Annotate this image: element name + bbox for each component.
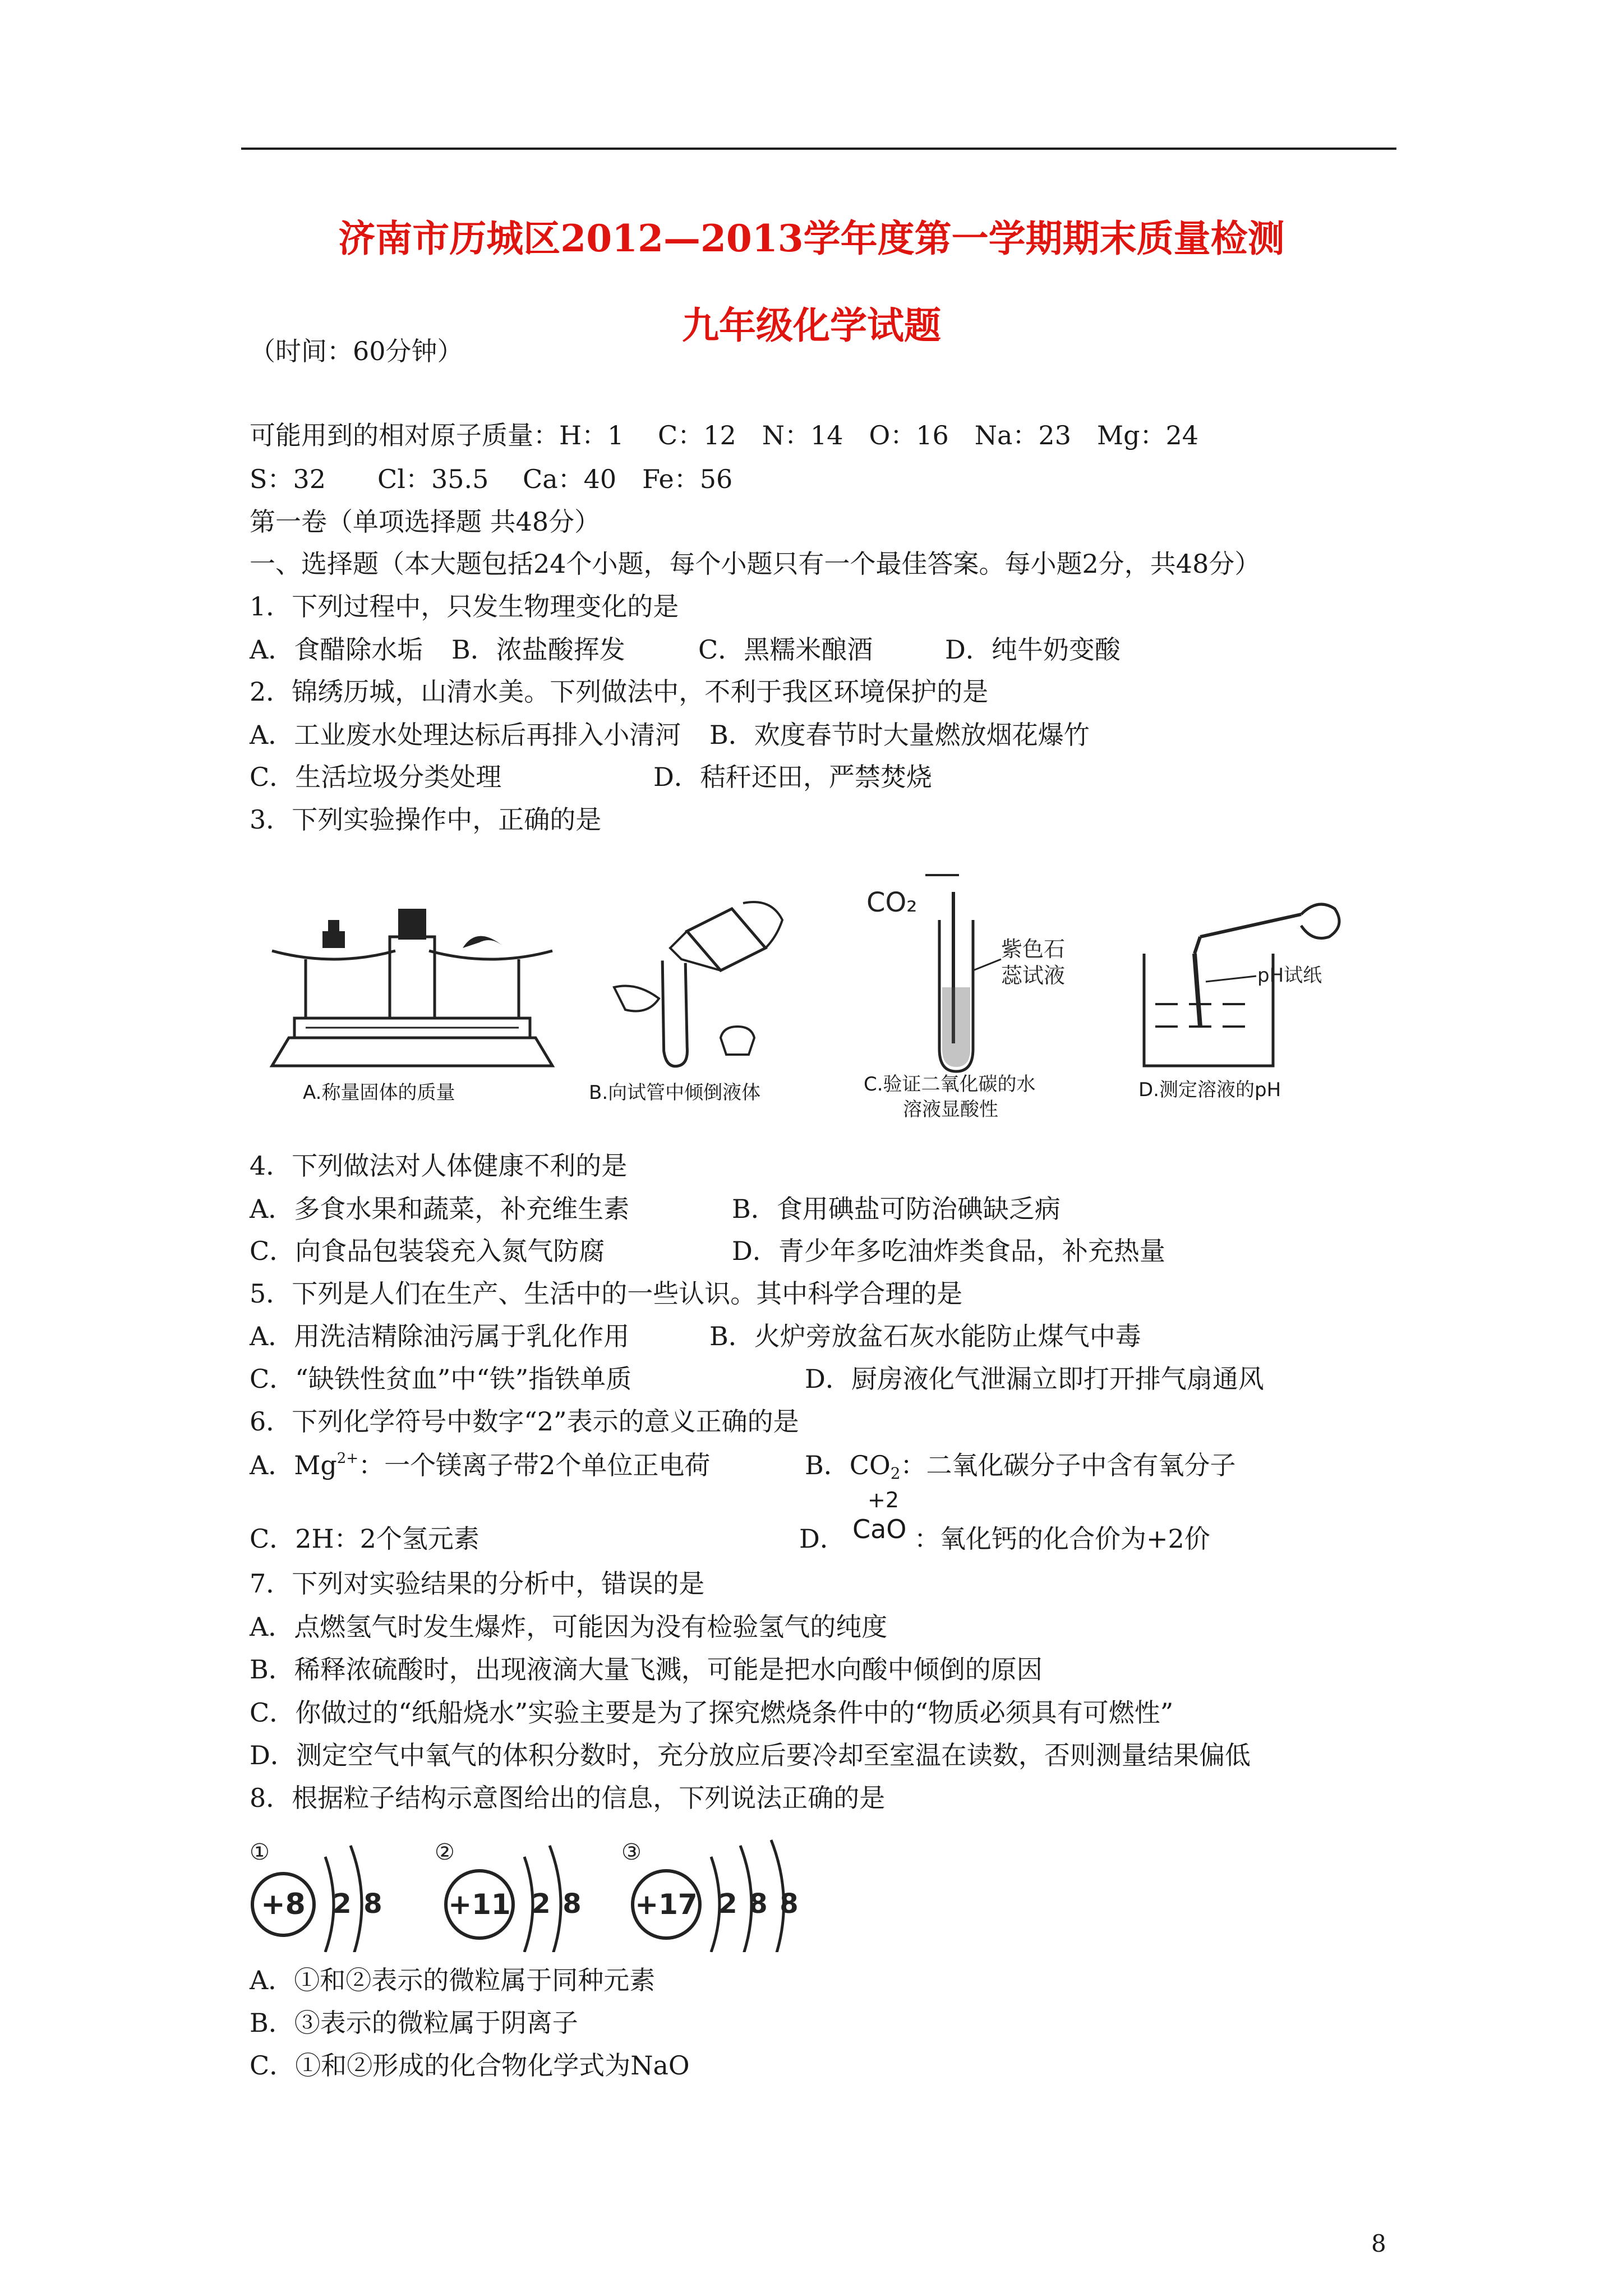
ph-test-illustration [1133,892,1380,1077]
q6-option-d-prefix: D． [799,1524,846,1554]
q8-option-a: A．①和②表示的微粒属于同种元素 [250,1965,656,1995]
svg-text:2: 2 [333,1888,352,1920]
q3-stem: 3．下列实验操作中，正确的是 [250,804,602,835]
q1-option-c: C．黑糯米酿酒 [698,634,873,665]
svg-text:②: ② [435,1839,455,1865]
svg-text:+8: +8 [261,1888,306,1921]
q8-option-b: B．③表示的微粒属于阴离子 [250,2008,578,2038]
q4-stem: 4．下列做法对人体健康不利的是 [250,1151,628,1181]
section-heading: 一、选择题（本大题包括24个小题，每个小题只有一个最佳答案。每小题2分，共48分） [250,549,1261,579]
q3-caption-d: D.测定溶液的pH [1138,1079,1281,1101]
q1-option-d: D．纯牛奶变酸 [945,634,1121,665]
q4-option-d: D．青少年多吃油炸类食品，补充热量 [732,1236,1165,1266]
balance-illustration [255,898,569,1083]
q4-options-row-2 [250,1235,1165,1267]
q2-option-a: A．工业废水处理达标后再排入小清河 [250,720,681,750]
q6-stem: 6．下列化学符号中数字“2”表示的意义正确的是 [250,1406,799,1437]
svg-text:+17: +17 [635,1888,698,1921]
q5-option-c: C．“缺铁性贫血”中“铁”指铁单质 [250,1364,632,1394]
q4-option-c: C．向食品包装袋充入氮气防腐 [250,1236,605,1266]
pouring-illustration [603,886,799,1077]
q5-options-row-1 [250,1320,1141,1352]
svg-text:8: 8 [749,1888,768,1920]
q1-stem: 1．下列过程中，只发生物理变化的是 [250,591,679,622]
q1-option-a: A．食醋除水垢 [250,634,423,665]
svg-text:+11: +11 [448,1888,511,1921]
q5-option-d: D．厨房液化气泄漏立即打开排气扇通风 [805,1364,1264,1394]
q4-options-row-1 [250,1193,1061,1225]
svg-text:8: 8 [363,1888,382,1920]
litmus-label-2: 蕊试液 [1001,963,1066,988]
particle-structure-diagrams [247,1834,864,1952]
q6-options-row-1 [250,1450,1236,1481]
q8-stem: 8．根据粒子结构示意图给出的信息，下列说法正确的是 [250,1783,886,1813]
atomic-mass-line-2: S：32 Cl：35.5 Ca：40 Fe：56 [250,464,733,494]
particle-2 [435,1839,582,1952]
litmus-label-1: 紫色石 [1001,937,1066,961]
header-rule [241,148,1396,150]
q7-stem: 7．下列对实验结果的分析中，错误的是 [250,1568,705,1599]
q3-caption-c-1: C.验证二氧化碳的水 [864,1073,1036,1096]
q3-caption-b: B.向试管中倾倒液体 [589,1082,761,1104]
q4-option-a: A．多食水果和蔬菜，补充维生素 [250,1194,630,1224]
particle-1 [250,1839,382,1952]
q7-option-a: A．点燃氢气时发生爆炸，可能因为没有检验氢气的纯度 [250,1612,888,1642]
q2-options-row-1 [250,719,1090,751]
q5-option-b: B．火炉旁放盆石灰水能防止煤气中毒 [709,1321,1141,1351]
exam-title: 济南市历城区2012—2013学年度第一学期期末质量检测 [338,217,1285,260]
q2-options-row-2 [250,761,932,793]
particle-3 [621,1839,799,1952]
q8-option-c: C．①和②形成的化合物化学式为NaO [250,2050,690,2081]
co2-test-tube-illustration [864,864,1099,1083]
q3-caption-c-2: 溶液显酸性 [903,1098,998,1121]
q4-option-b: B．食用碘盐可防治碘缺乏病 [732,1194,1061,1224]
q6-formula-cao: CaO [852,1514,907,1544]
q7-option-d: D．测定空气中氧气的体积分数时，充分放应后要冷却至室温在读数，否则测量结果偏低 [250,1740,1251,1770]
q5-stem: 5．下列是人们在生产、生活中的一些认识。其中科学合理的是 [250,1278,963,1309]
svg-text:2: 2 [532,1888,551,1920]
q6-option-c: C．2H：2个氢元素 [250,1524,479,1554]
svg-text:2: 2 [718,1888,737,1920]
exam-time: （时间：60分钟） [250,336,463,366]
volume-heading: 第一卷（单项选择题 共48分） [250,507,601,537]
q6-option-b: B．$CO_2$：二氧化碳分子中含有氧分子 [805,1450,1236,1483]
q5-options-row-2 [250,1363,1264,1395]
q2-option-b: B．欢度春节时大量燃放烟花爆竹 [709,720,1090,750]
q2-option-c: C．生活垃圾分类处理 [250,762,502,792]
q7-option-b: B．稀释浓硫酸时，出现液滴大量飞溅，可能是把水向酸中倾倒的原因 [250,1654,1043,1685]
q2-stem: 2．锦绣历城，山清水美。下列做法中，不利于我区环境保护的是 [250,677,989,707]
svg-text:①: ① [250,1839,270,1865]
q3-caption-a: A.称量固体的质量 [303,1082,455,1104]
svg-text:③: ③ [621,1839,642,1865]
q6-option-a: A．$Mg^{2+}$：一个镁离子带2个单位正电荷 [250,1450,711,1480]
ph-paper-label: pH试纸 [1257,964,1322,987]
q7-option-c: C．你做过的“纸船烧水”实验主要是为了探究燃烧条件中的“物质必须具有可燃性” [250,1697,1174,1728]
q6-valence-mark: +2 [867,1488,900,1512]
atomic-mass-line-1: 可能用到的相对原子质量：H：1 C：12 N：14 O：16 Na：23 Mg：24 [250,420,1199,450]
svg-text:8: 8 [780,1888,799,1920]
svg-text:8: 8 [562,1888,582,1920]
q5-option-a: A．用洗洁精除油污属于乳化作用 [250,1321,630,1351]
q1-options [250,634,1121,665]
exam-subtitle: 九年级化学试题 [682,303,941,347]
page-number: 8 [1371,2230,1386,2257]
q6-option-d-text: ：氧化钙的化合价为+2价 [914,1524,1210,1554]
q2-option-d: D．秸秆还田，严禁焚烧 [653,762,932,792]
q1-option-b: B．浓盐酸挥发 [451,634,625,665]
co2-label: CO₂ [866,887,917,918]
